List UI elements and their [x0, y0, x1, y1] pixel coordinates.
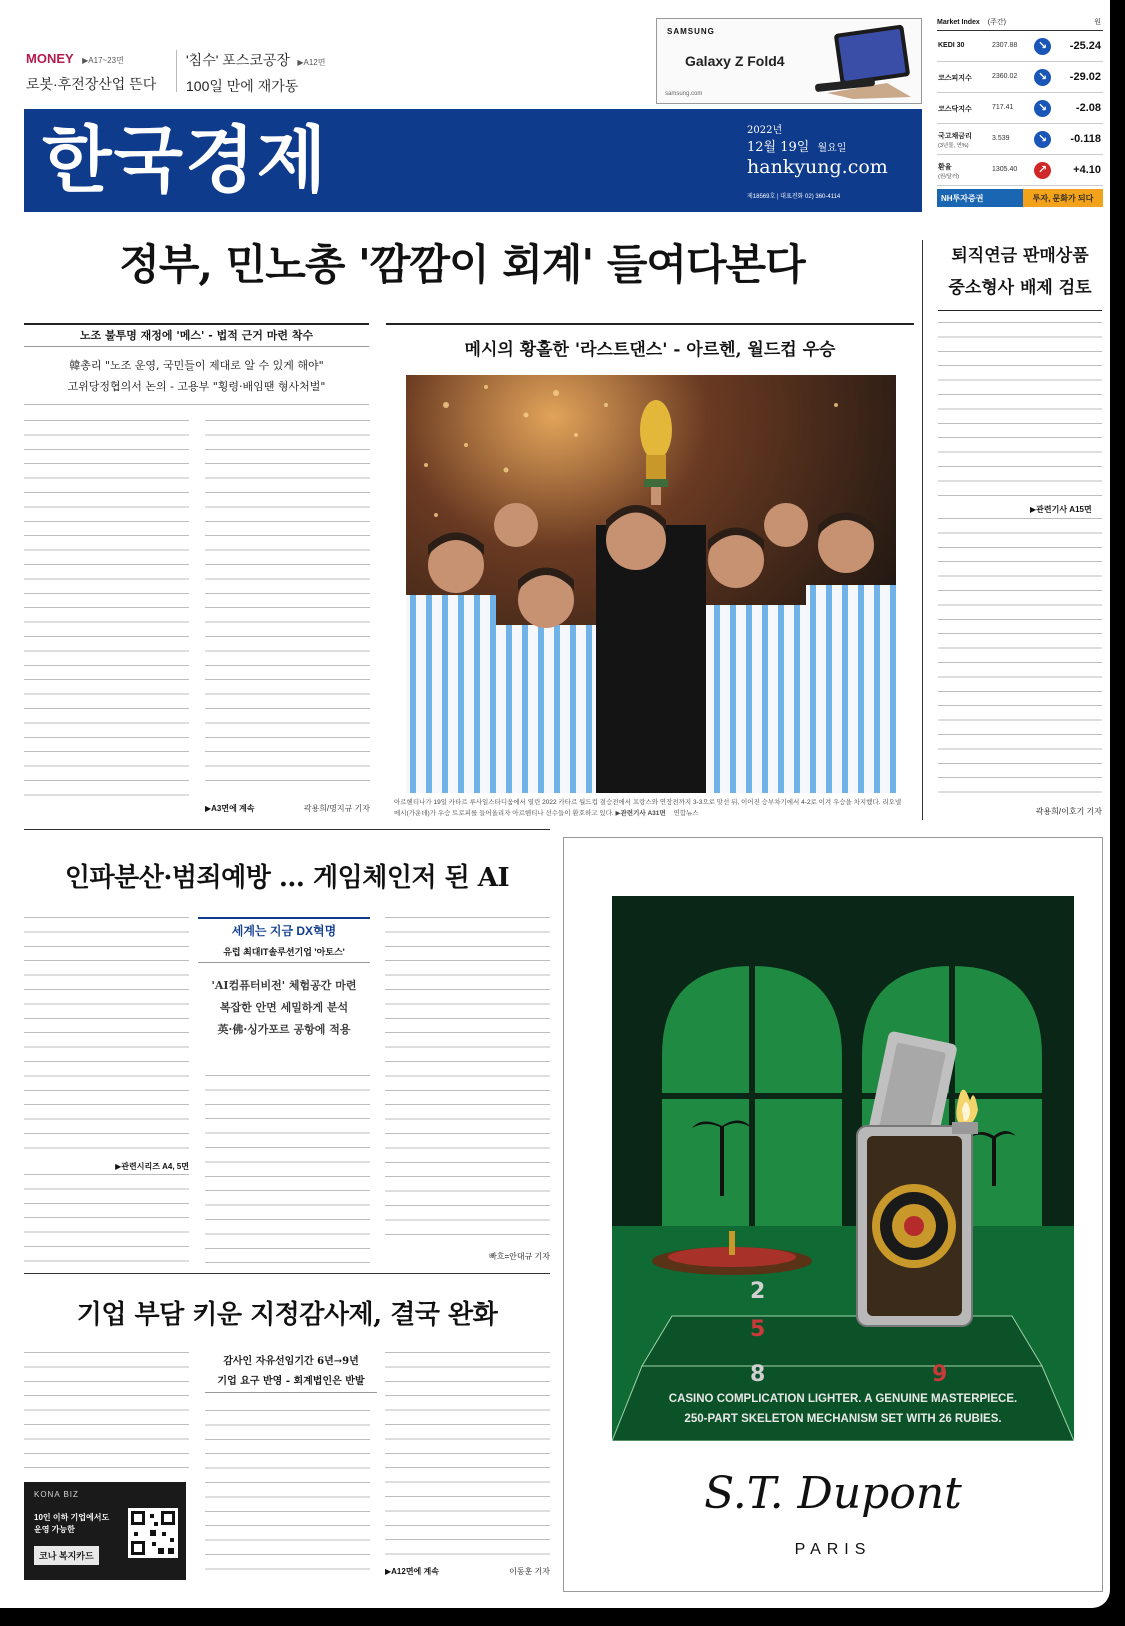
right-body-1 [938, 322, 1102, 500]
phone-illustration [807, 23, 919, 101]
lead-subheads [24, 355, 369, 397]
audit-continue[interactable]: ▶A12면에 계속 [385, 1567, 439, 1576]
teaser-headline: 100일 만에 재가동 [186, 78, 299, 94]
lower-rule [24, 1273, 550, 1274]
market-rows [937, 31, 1103, 186]
teaser-posco[interactable] [186, 50, 386, 96]
ai-series-title: 세계는 지금 DX혁명 [198, 917, 370, 939]
arrow-down-icon: ↘ [1034, 131, 1051, 148]
teaser-headline-prefix: '침수' 포스코공장 [186, 52, 290, 68]
samsung-logo: SAMSUNG [667, 27, 715, 36]
mid-rule [24, 829, 550, 830]
photo-caption [394, 797, 906, 819]
lead-kicker-box [24, 323, 369, 347]
market-change: +4.10 [1073, 164, 1101, 176]
market-row [937, 124, 1103, 155]
ai-body-col3 [385, 917, 550, 1247]
teaser-section: MONEY [26, 51, 74, 66]
right-headline[interactable] [938, 240, 1102, 304]
market-row [937, 31, 1103, 62]
market-change: -0.118 [1070, 133, 1101, 145]
lead-body-col2 [205, 420, 370, 790]
audit-subheads [205, 1352, 377, 1393]
market-row [937, 155, 1103, 186]
lead-kicker: 노조 불투명 재정에 '메스' - 법적 근거 마련 착수 [79, 329, 314, 342]
dupont-tagline-2: 250-PART SKELETON MECHANISM SET WITH 26 RUBIES. [684, 1413, 1002, 1425]
market-unit: 원 [1094, 19, 1101, 26]
masthead-banner [24, 109, 922, 212]
market-subname: (3년물, 연%) [938, 143, 969, 149]
casino-lighter-illustration [612, 896, 1074, 1441]
world-cup-celebration-photo [406, 375, 896, 793]
lead-subhead-rule [24, 404, 369, 405]
arrow-down-icon: ↘ [1034, 38, 1051, 55]
teaser-page-ref: ▶A17~23면 [82, 56, 124, 65]
kona-cta: 코나 복지카드 [34, 1546, 99, 1565]
arrow-up-icon: ↗ [1034, 162, 1051, 179]
market-value: 2360.02 [992, 73, 1018, 80]
nh-sponsor[interactable] [937, 189, 1103, 207]
market-value: 3.539 [992, 135, 1010, 142]
photo-caption-ref[interactable]: ▶관련기사 A31면 [615, 810, 666, 817]
dupont-city: PARIS [794, 1541, 872, 1558]
market-row [937, 93, 1103, 124]
market-name: KEDI 30 [938, 42, 965, 49]
kona-line1: 10인 이하 기업에서도 [34, 1513, 110, 1522]
kona-brand: KONA BIZ [34, 1490, 79, 1499]
masthead-date [747, 136, 846, 155]
ai-quote-3: 英·佛·싱가포르 공항에 적용 [217, 1023, 351, 1036]
teaser-divider [176, 50, 177, 92]
masthead-site[interactable]: hankyung.com [747, 156, 888, 178]
masthead-day: 12월 19일 [747, 140, 810, 155]
audit-byline: 이동훈 기자 [509, 1567, 550, 1576]
photo-headline[interactable]: 메시의 황홀한 '라스트댄스' - 아르헨, 월드컵 우승 [464, 340, 836, 360]
ai-quote-1: 'AI컴퓨터비전' 체험공간 마련 [211, 979, 357, 992]
lead-footer [205, 803, 370, 814]
teaser-page-ref: ▶A12면 [297, 58, 326, 67]
audit-headline[interactable]: 기업 부담 키운 지정감사제, 결국 완화 [76, 1300, 498, 1330]
audit-body-col1 [24, 1352, 189, 1470]
photo-story [386, 323, 914, 823]
ai-body-col2 [205, 1075, 370, 1263]
arrow-down-icon: ↘ [1034, 100, 1051, 117]
samsung-ad[interactable] [656, 18, 922, 104]
masthead-issue: 제18569호 | 대표전화 02) 360-4114 [747, 194, 841, 200]
market-name: 코스닥지수 [938, 106, 972, 113]
audit-subhead-2: 기업 요구 반영 - 회계법인은 반발 [217, 1376, 365, 1387]
players [406, 503, 896, 793]
market-name: 환율 [938, 164, 952, 171]
lead-body-col1 [24, 420, 189, 796]
masthead-title: 한국경제 [42, 117, 329, 202]
kona-line2: 운영 가능한 [34, 1525, 75, 1534]
audit-body-col2 [205, 1410, 370, 1580]
masthead-weekday: 월요일 [817, 143, 847, 154]
nh-logo: NH투자증권 [937, 189, 1023, 207]
ai-byline: 빠흐=안대규 기자 [489, 1252, 550, 1261]
teaser-money[interactable] [26, 50, 166, 94]
table-number-8: 8 [750, 1362, 766, 1387]
market-subname: (원/달러) [938, 174, 960, 180]
right-headline-line2: 중소형사 배제 검토 [948, 278, 1092, 298]
lead-continue[interactable]: ▶A3면에 계속 [205, 804, 255, 813]
lead-subhead-2: 고위당정협의서 논의 - 고용부 "횡령·배임땐 형사처벌" [67, 380, 326, 393]
dupont-logo: S.T. Dupont [704, 1468, 962, 1519]
audit-footer [385, 1566, 550, 1577]
market-index [937, 17, 1103, 213]
market-row [937, 62, 1103, 93]
qr-code-icon [128, 1508, 178, 1558]
masthead-year: 2022년 [747, 125, 783, 136]
right-ref[interactable]: ▶관련기사 A15면 [1030, 505, 1092, 514]
ai-quotes [198, 975, 370, 1041]
ai-body-col1b [24, 1174, 189, 1264]
dupont-ad[interactable] [563, 837, 1103, 1592]
market-period: (주간) [987, 19, 1006, 26]
audit-body-col3 [385, 1352, 550, 1562]
ai-body-col1 [24, 917, 189, 1155]
right-byline: 곽용희/이호기 기자 [1035, 807, 1102, 816]
market-header [937, 17, 1103, 31]
market-value: 1305.40 [992, 166, 1018, 173]
ai-series-sub: 유럽 최대IT솔루션기업 '아토스' [198, 945, 370, 963]
market-value: 2307.88 [992, 42, 1018, 49]
teaser-headline: 로봇·후전장산업 뜬다 [26, 76, 157, 92]
right-headline-rule [938, 310, 1102, 311]
lead-byline: 곽용희/명지규 기자 [303, 804, 370, 813]
audit-subhead-1: 감사인 자유선임기간 6년→9년 [223, 1356, 359, 1367]
market-name: 코스피지수 [938, 75, 972, 82]
lead-headline[interactable]: 정부, 민노총 '깜깜이 회계' 들여다본다 [119, 240, 805, 289]
photo-caption-text: 아르헨티나가 19일 카타르 루사일스타디움에서 열린 2022 카타르 월드컵 결승전에서 프랑스와 연장전까지 3-3으로 맞선 뒤, 이어진 승부차기에서 4-2로 이겨 우승을 차지했다. 리오넬 메시(가운데)가 우승 트로피를 들어올리자 아르헨티나 선수들이 환호하고 있다. [394, 799, 902, 817]
right-body-2 [938, 518, 1102, 804]
ad-url: samsung.com [665, 91, 703, 97]
ai-series-box [198, 917, 370, 1067]
ai-quote-2: 복잡한 안면 세밀하게 분석 [219, 1001, 349, 1014]
right-column-divider [922, 240, 923, 820]
market-title: Market Index [937, 19, 980, 26]
table-number-5: 5 [750, 1317, 766, 1342]
table-number-9: 9 [932, 1362, 948, 1387]
market-change: -29.02 [1069, 71, 1101, 83]
market-change: -2.08 [1075, 102, 1101, 114]
kona-ad[interactable] [24, 1482, 186, 1580]
nh-slogan: 투자, 문화가 되다 [1023, 189, 1103, 207]
photo-credit: 연합뉴스 [673, 810, 699, 817]
ai-headline[interactable]: 인파분산·범죄예방 … 게임체인저 된 AI [64, 863, 510, 893]
ai-ref[interactable]: ▶관련시리즈 A4, 5면 [115, 1162, 189, 1171]
market-value: 717.41 [992, 104, 1014, 111]
market-name: 국고채금리 [938, 133, 972, 140]
dupont-tagline-1: CASINO COMPLICATION LIGHTER. A GENUINE MASTERPIECE. [668, 1393, 1018, 1405]
market-change: -25.24 [1069, 40, 1101, 52]
lead-subhead-1: 韓총리 "노조 운영, 국민들이 제대로 알 수 있게 해야" [69, 359, 324, 372]
ad-product-name: Galaxy Z Fold4 [685, 53, 785, 69]
right-headline-line1: 퇴직연금 판매상품 [951, 246, 1089, 266]
arrow-down-icon: ↘ [1034, 69, 1051, 86]
table-number-2: 2 [750, 1279, 766, 1304]
